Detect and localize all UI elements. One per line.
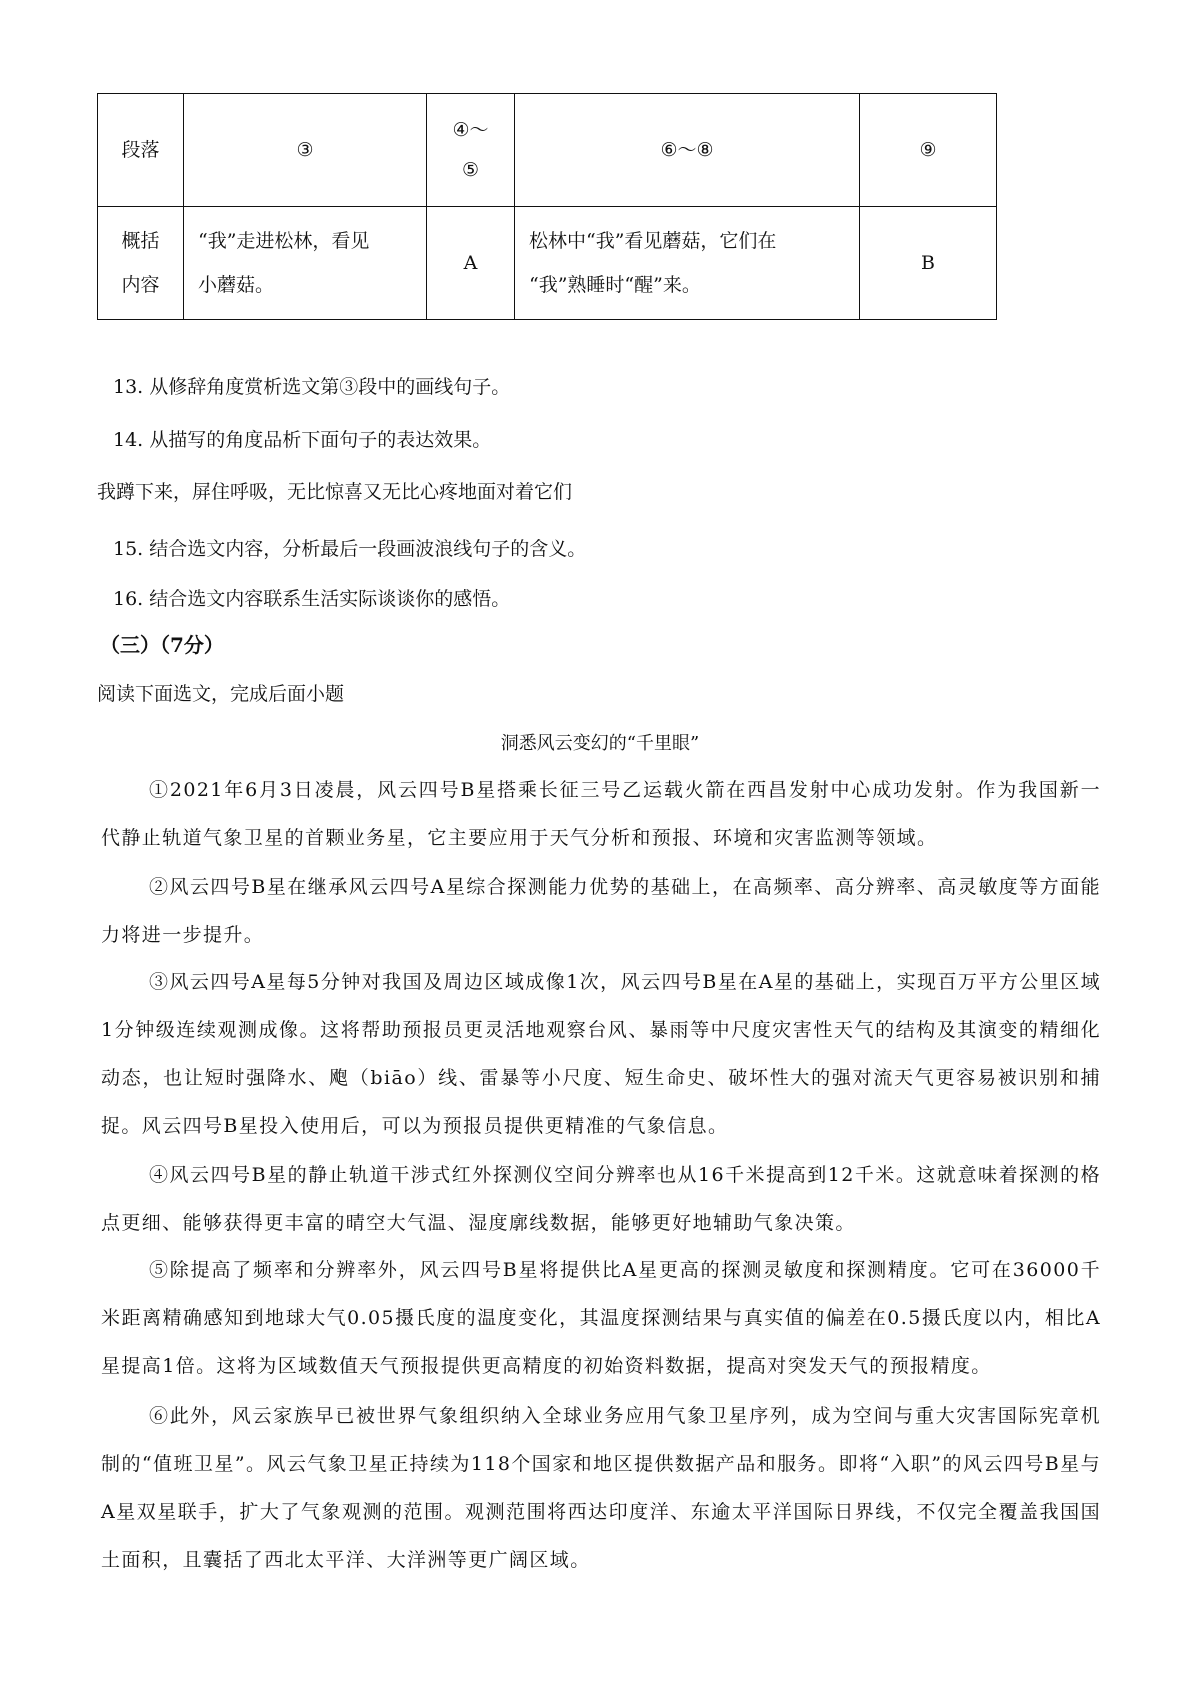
question-13: 13. 从修辞角度赏析选文第③段中的画线句子。: [113, 376, 511, 398]
article-paragraph-5: ⑤除提高了频率和分辨率外，风云四号B星将提供比A星更高的探测灵敏度和探测精度。它可在36000千米距离精确感知到地球大气0.05摄氏度的温度变化，其温度探测结果与真实值的偏差在0.5摄氏度以内，相比A星提高1倍。这将为区域数值天气预报提供更高精度的初始资料数据，提高对突发天气的预报精度。: [101, 1259, 1101, 1377]
row-label-line: 概括: [121, 230, 160, 252]
cell-line: 松林中“我”看见蘑菇，它们在: [529, 230, 777, 252]
cell-line: “我”走进松林，看见: [198, 230, 370, 252]
article-paragraph-1: ①2021年6月3日凌晨，风云四号B星搭乘长征三号乙运载火箭在西昌发射中心成功发射。作为我国新一代静止轨道气象卫星的首颗业务星，它主要应用于天气分析和预报、环境和灾害监测等领域。: [101, 779, 1101, 849]
cell-line: “我”熟睡时“醒”来。: [529, 274, 701, 296]
table-header-row: [98, 94, 997, 207]
cell-line: 小蘑菇。: [198, 274, 275, 296]
row-label-line: 内容: [121, 274, 160, 296]
header-cell-text: ④～⑤: [452, 119, 489, 181]
question-16: 16. 结合选文内容联系生活实际谈谈你的感悟。: [113, 588, 511, 610]
section-heading: （三）（7分）: [100, 633, 224, 657]
article-paragraph-6: ⑥此外，风云家族早已被世界气象组织纳入全球业务应用气象卫星序列，成为空间与重大灾害国际宪章机制的“值班卫星”。风云气象卫星正持续为118个国家和地区提供数据产品和服务。即将“入职”的风云四号B星与A星双星联手，扩大了气象观测的范围。观测范围将西达印度洋、东逾太平洋国际日界线，不仅完全覆盖我国国土面积，且囊括了西北太平洋、大洋洲等更广阔区域。: [101, 1405, 1101, 1571]
article-paragraph-2: ②风云四号B星在继承风云四号A星综合探测能力优势的基础上，在高频率、高分辨率、高灵敏度等方面能力将进一步提升。: [101, 876, 1101, 946]
answer-blank-a: A: [427, 207, 515, 320]
header-cell: ⑨: [860, 94, 997, 207]
answer-blank-b: B: [860, 207, 997, 320]
content-cell: [184, 207, 427, 320]
header-cell: [427, 94, 515, 207]
question-15: 15. 结合选文内容，分析最后一段画波浪线句子的含义。: [113, 538, 587, 560]
article-paragraph-3: ③风云四号A星每5分钟对我国及周边区域成像1次，风云四号B星在A星的基础上，实现百万平方公里区域1分钟级连续观测成像。这将帮助预报员更灵活地观察台风、暴雨等中尺度灾害性天气的结构及其演变的精细化动态，也让短时强降水、飑（biāo）线、雷暴等小尺度、短生命史、破坏性大的强对流天气更容易被识别和捕捉。风云四号B星投入使用后，可以为预报员提供更精准的气象信息。: [101, 971, 1101, 1137]
content-cell: [515, 207, 860, 320]
summary-table: [97, 93, 997, 320]
section-instruction: 阅读下面选文，完成后面小题: [97, 683, 345, 705]
table-content-row: [98, 207, 997, 320]
article-paragraph-4: ④风云四号B星的静止轨道干涉式红外探测仪空间分辨率也从16千米提高到12千米。这就意味着探测的格点更细、能够获得更丰富的晴空大气温、湿度廓线数据，能够更好地辅助气象决策。: [101, 1164, 1101, 1234]
question-14: 14. 从描写的角度品析下面句子的表达效果。: [113, 429, 492, 451]
header-cell: 段落: [98, 94, 184, 207]
article-title: 洞悉风云变幻的“千里眼”: [500, 733, 700, 754]
question-14-sentence: 我蹲下来，屏住呼吸，无比惊喜又无比心疼地面对着它们: [97, 481, 573, 503]
header-cell: ⑥～⑧: [515, 94, 860, 207]
header-cell: ③: [184, 94, 427, 207]
row-label-cell: [98, 207, 184, 320]
